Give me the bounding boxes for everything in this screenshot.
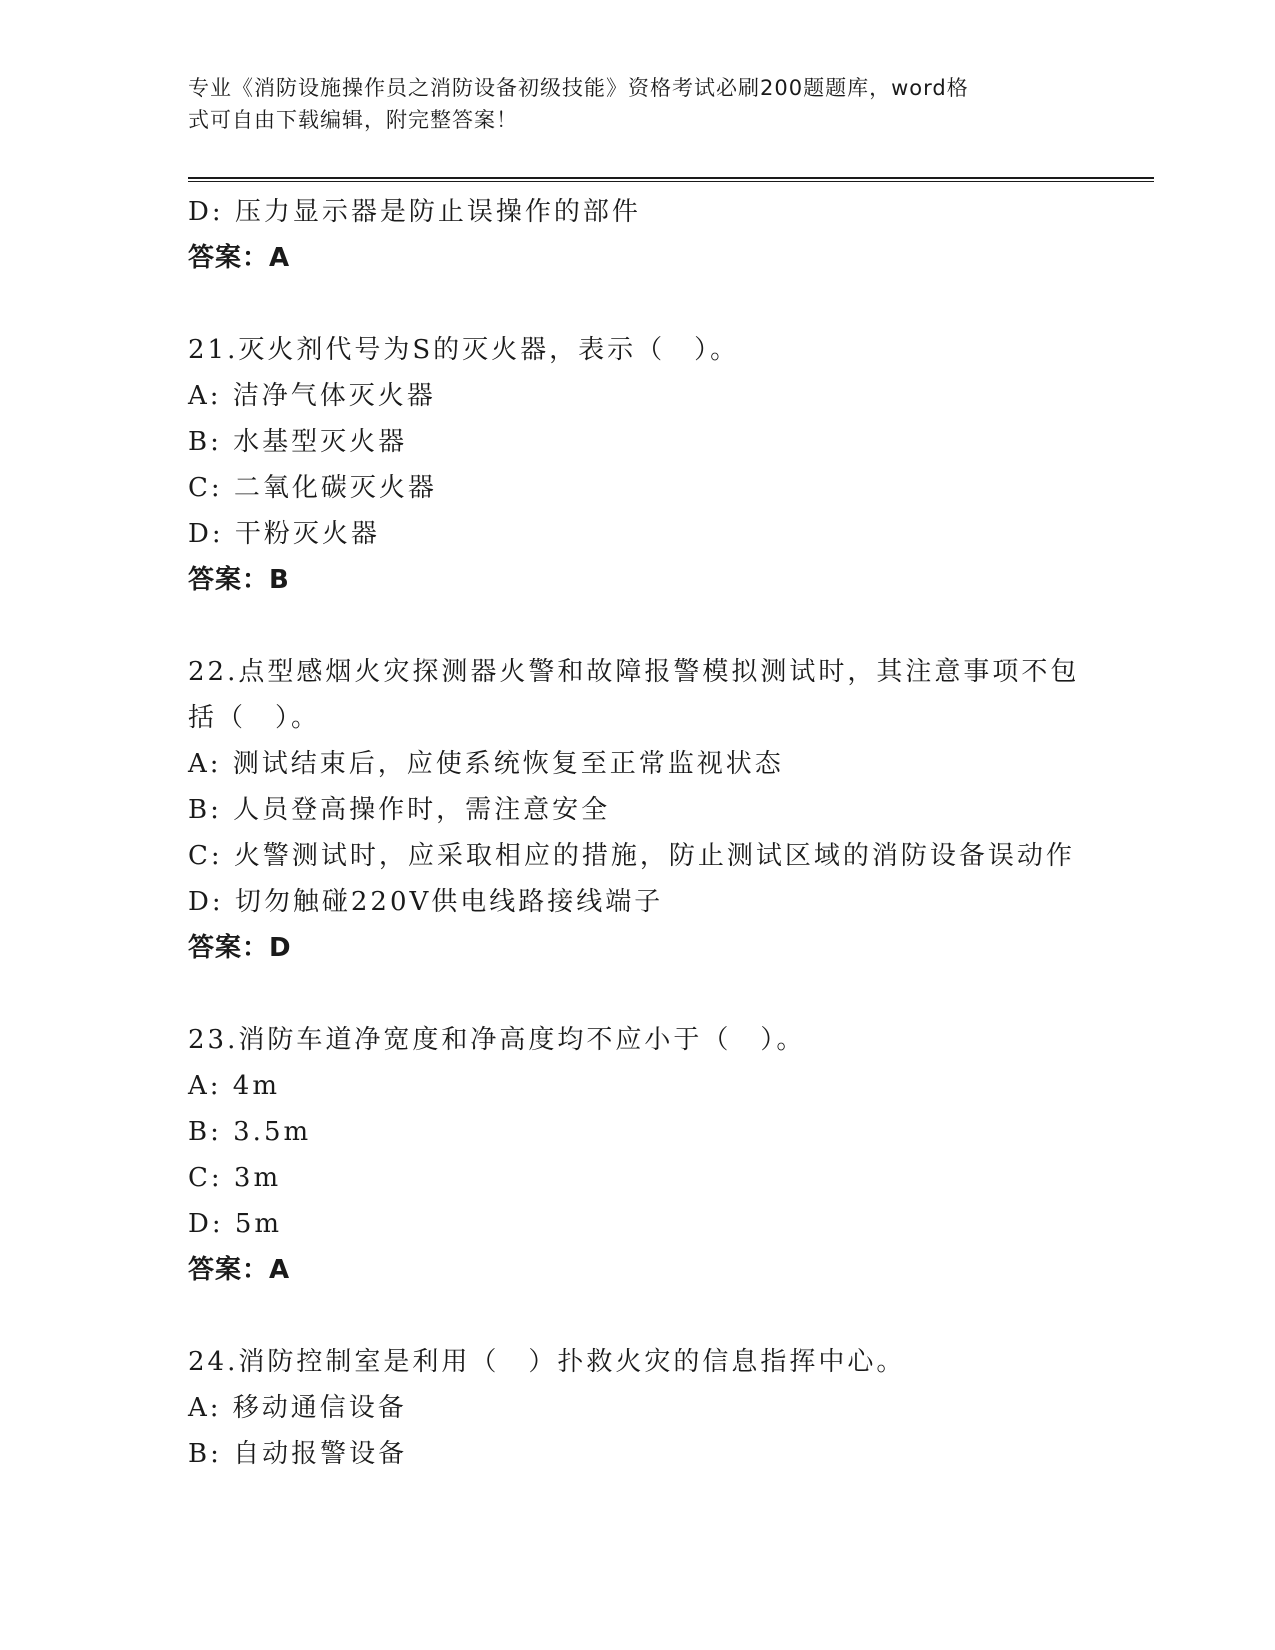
header-line-1: 专业《消防设施操作员之消防设备初级技能》资格考试必刷200题题库，word格 [188,76,969,100]
option-a: A: 洁净气体灭火器 [188,381,436,411]
option-d: D: 5m [188,1209,283,1239]
prev-option-d: D: 压力显示器是防止误操作的部件 [188,197,641,227]
header-line-2: 式可自由下载编辑，附完整答案！ [188,108,518,132]
answer: 答案：A [188,1255,291,1285]
question-23 [188,1017,1108,1293]
option-d: D: 干粉灭火器 [188,519,380,549]
option-b: B: 自动报警设备 [188,1439,408,1469]
question-21 [188,327,1108,603]
question-text: 24.消防控制室是利用（ ）扑救火灾的信息指挥中心。 [188,1347,906,1377]
option-a: A: 移动通信设备 [188,1393,407,1423]
answer: 答案：D [188,933,292,963]
question-text: 21.灭火剂代号为S的灭火器，表示（ ）。 [188,335,740,365]
question-22 [188,649,1108,971]
header-divider [188,177,1154,182]
question-list [188,189,1108,1477]
option-a: A: 测试结束后，应使系统恢复至正常监视状态 [188,749,784,779]
answer: 答案：B [188,565,290,595]
option-b: B: 3.5m [188,1117,312,1147]
option-d: D: 切勿触碰220V供电线路接线端子 [188,887,664,917]
question-24 [188,1339,1108,1477]
question-text-continued: 括（ ）。 [188,703,321,733]
question-text: 22.点型感烟火灾探测器火警和故障报警模拟测试时，其注意事项不包 [188,657,1080,687]
option-b: B: 水基型灭火器 [188,427,408,457]
prev-answer: 答案：A [188,243,291,273]
option-a: A: 4m [188,1071,280,1101]
option-c: C: 3m [188,1163,282,1193]
document-header [188,72,1068,136]
option-c: C: 火警测试时，应采取相应的措施，防止测试区域的消防设备误动作 [188,841,1075,871]
option-b: B: 人员登高操作时，需注意安全 [188,795,611,825]
option-c: C: 二氧化碳灭火器 [188,473,437,503]
question-text: 23.消防车道净宽度和净高度均不应小于（ ）。 [188,1025,806,1055]
